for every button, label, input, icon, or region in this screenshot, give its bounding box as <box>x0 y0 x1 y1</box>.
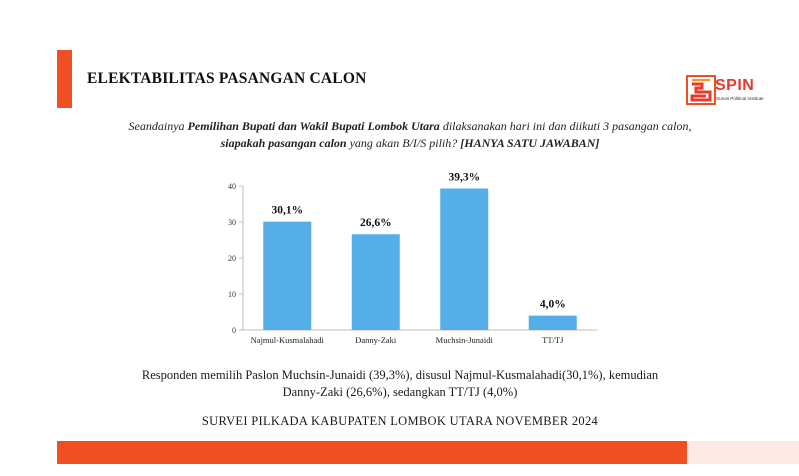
y-tick-label: 0 <box>232 326 236 335</box>
summary-note <box>120 367 680 401</box>
survey-question <box>120 118 700 152</box>
question-text: Seandainya <box>128 119 188 133</box>
header-accent-bar <box>57 50 72 108</box>
bar <box>440 189 488 330</box>
question-instruction: [HANYA SATU JAWABAN] <box>460 136 600 150</box>
y-tick-label: 30 <box>228 218 236 227</box>
spin-logo <box>686 75 786 109</box>
category-label: TT/TJ <box>542 335 564 345</box>
y-tick-label: 40 <box>228 182 236 191</box>
data-label: 30,1% <box>271 204 304 217</box>
question-emphasis: siapakah pasangan calon <box>220 136 347 150</box>
footer-accent-bar-pale <box>687 441 799 464</box>
data-label: 26,6% <box>359 217 392 230</box>
data-label: 39,3% <box>448 171 481 184</box>
page-title: ELEKTABILITAS PASANGAN CALON <box>87 70 367 87</box>
survey-caption: SURVEI PILKADA KABUPATEN LOMBOK UTARA NOVEMBER 2024 <box>201 414 599 428</box>
bar <box>529 316 577 330</box>
question-emphasis: Pemilihan Bupati dan Wakil Bupati Lombok Utara <box>187 119 440 133</box>
bar-chart-svg <box>215 166 605 352</box>
category-label: Danny-Zaki <box>355 335 397 345</box>
footer-accent-bar <box>57 441 687 464</box>
summary-line-1: Responden memilih Paslon Muchsin-Junaidi (39,3%), disusul Najmul-Kusmalahadi(30,1%), kemudian <box>141 368 659 382</box>
logo-name: SPIN <box>715 77 755 94</box>
question-text: dilaksanakan hari ini dan diikuti 3 pasangan calon, <box>439 119 692 133</box>
y-tick-label: 20 <box>228 254 236 263</box>
logo-tagline: Survei Political Institute <box>716 96 764 101</box>
bar <box>352 234 400 330</box>
question-text: yang akan B/I/S pilih? <box>346 136 461 150</box>
bar-chart <box>215 166 605 352</box>
category-label: Muchsin-Junaidi <box>435 335 493 345</box>
summary-line-2: Danny-Zaki (26,6%), sedangkan TT/TJ (4,0%) <box>282 385 518 399</box>
data-label: 4,0% <box>539 298 566 311</box>
bar <box>263 222 311 330</box>
spin-logo-icon <box>686 75 716 105</box>
y-tick-label: 10 <box>228 290 236 299</box>
category-label: Najmul-Kusmalahadi <box>250 335 324 345</box>
